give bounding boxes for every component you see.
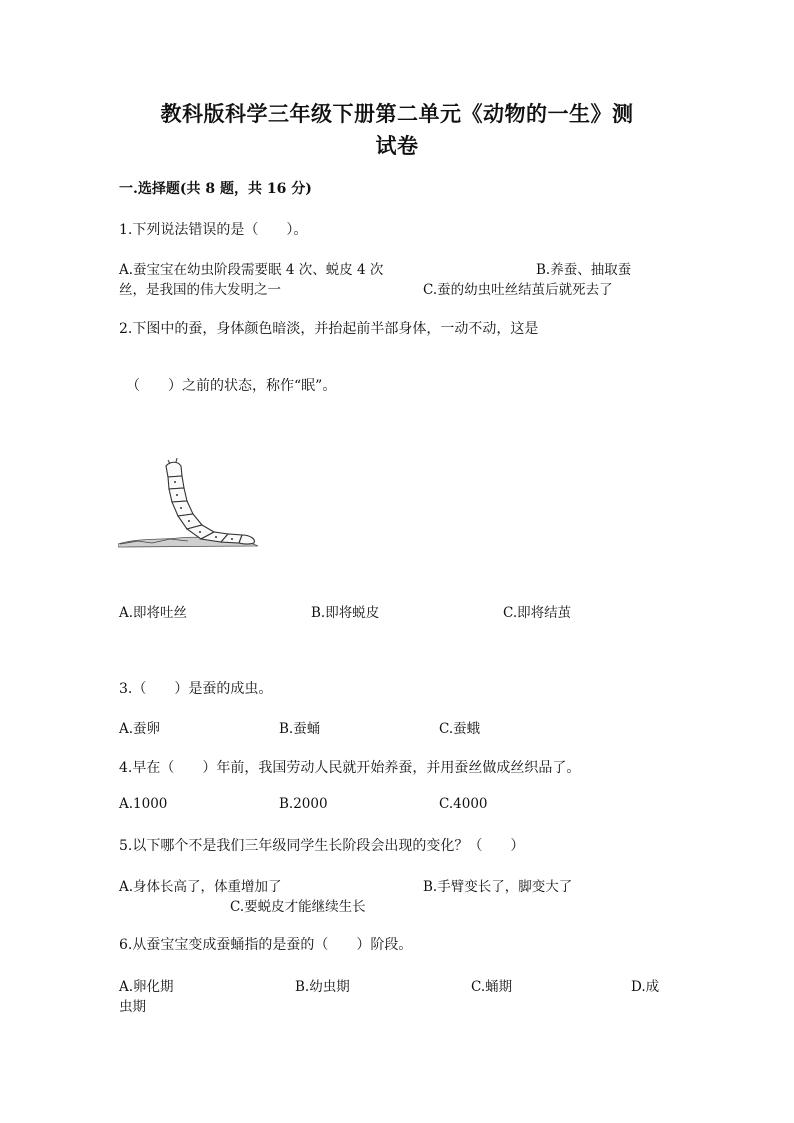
question-2-stem-cont: （ ）之前的状态，称作“眠”。 xyxy=(126,378,337,394)
page-title-line-1: 教科版科学三年级下册第二单元《动物的一生》测 xyxy=(160,101,634,126)
question-1-option-c: C.蚕的幼虫吐丝结茧后就死去了 xyxy=(423,282,613,298)
question-4-option-c: C.4000 xyxy=(439,796,488,812)
question-1-option-a: A.蚕宝宝在幼虫阶段需要眠 4 次、蜕皮 4 次 xyxy=(119,262,384,278)
question-2-option-b: B.即将蜕皮 xyxy=(311,605,380,621)
question-2-option-c: C.即将结茧 xyxy=(503,605,572,621)
question-5-option-a: A.身体长高了，体重增加了 xyxy=(119,879,282,895)
question-5-option-b: B.手臂变长了，脚变大了 xyxy=(423,879,573,895)
question-6-option-c: C.蛹期 xyxy=(471,979,513,995)
question-2-option-a: A.即将吐丝 xyxy=(119,605,188,621)
question-3-option-c: C.蚕蛾 xyxy=(439,721,481,737)
page-title-line-2: 试卷 xyxy=(375,133,419,158)
question-4-option-b: B.2000 xyxy=(279,796,328,812)
section-heading: 一.选择题(共 8 题，共 16 分) xyxy=(119,181,312,197)
question-6-option-b: B.幼虫期 xyxy=(295,979,350,995)
question-5-stem: 5.以下哪个不是我们三年级同学生长阶段会出现的变化？（ ） xyxy=(119,838,525,854)
question-4-option-a: A.1000 xyxy=(119,796,168,812)
question-3-option-a: A.蚕卵 xyxy=(119,721,161,737)
question-1-stem: 1.下列说法错误的是（ ）。 xyxy=(119,222,308,238)
question-2-stem: 2.下图中的蚕，身体颜色暗淡，并抬起前半部身体，一动不动，这是 xyxy=(119,321,539,337)
question-1-option-b-cont: 丝，是我国的伟大发明之一 xyxy=(119,282,281,298)
question-4-stem: 4.早在（ ）年前，我国劳动人民就开始养蚕，并用蚕丝做成丝织品了。 xyxy=(119,760,581,776)
question-6-stem: 6.从蚕宝宝变成蚕蛹指的是蚕的（ ）阶段。 xyxy=(119,937,413,953)
question-6-option-a: A.卵化期 xyxy=(119,979,174,995)
question-3-option-b: B.蚕蛹 xyxy=(279,721,321,737)
question-1-option-b: B.养蚕、抽取蚕 xyxy=(536,262,632,278)
question-6-option-d-cont: 虫期 xyxy=(119,999,146,1015)
question-6-option-d: D.成 xyxy=(631,979,660,995)
question-3-stem: 3.（ ）是蚕的成虫。 xyxy=(119,681,273,697)
question-5-option-c: C.要蜕皮才能继续生长 xyxy=(230,899,366,915)
silkworm-illustration-icon xyxy=(118,458,260,552)
